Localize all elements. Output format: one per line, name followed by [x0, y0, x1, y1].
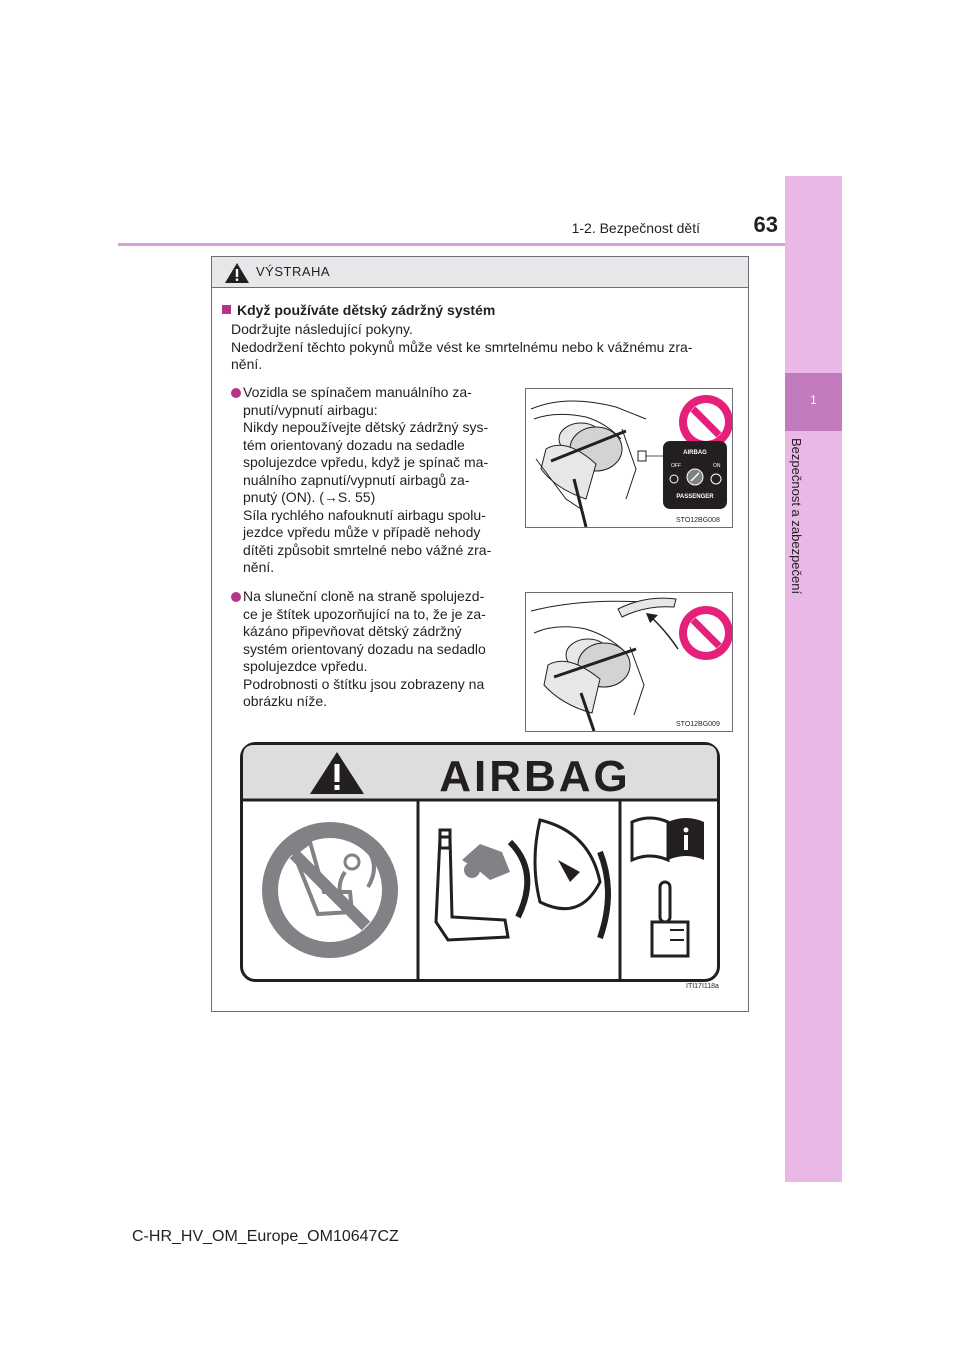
intro-line: Dodržujte následující pokyny.	[231, 321, 413, 337]
label-title: AIRBAG	[439, 752, 631, 801]
airbag-warning-label	[240, 742, 720, 982]
figure-code: STO12BG009	[676, 721, 720, 728]
bullet-sun-visor-label	[243, 588, 503, 711]
warning-subheading	[222, 302, 495, 318]
bullet-line: Na sluneční cloně na straně spolujezd-	[243, 588, 485, 604]
switch-off-label: OFF	[671, 463, 681, 469]
bullet-line: ce je štítek upozorňující na to, že je za-	[243, 605, 486, 622]
bullet-line: pnutí/vypnutí airbagu:	[243, 401, 378, 418]
bullet-line: spolujezdce vpředu.	[243, 658, 368, 674]
intro-line: nění.	[231, 356, 263, 372]
bullet-line: tém orientovaný dozadu na sedadle	[243, 436, 465, 453]
bullet-line: spolujezdce vpředu, když je spínač ma-	[243, 454, 489, 470]
bullet-line: obrázku níže.	[243, 693, 328, 709]
warning-triangle-icon	[224, 262, 250, 284]
switch-passenger-label: PASSENGER	[676, 494, 714, 500]
warning-intro	[231, 321, 741, 374]
label-figure-code: ITI17I118a	[686, 983, 719, 990]
bullet-line: Vozidla se spínačem manuálního za-	[243, 384, 472, 400]
warning-title: VÝSTRAHA	[256, 264, 331, 279]
square-bullet-icon	[222, 305, 231, 314]
switch-panel-title: AIRBAG	[683, 450, 707, 456]
chapter-number-tab	[785, 373, 842, 431]
section-title: 1-2. Bezpečnost dětí	[571, 220, 700, 236]
bullet-line: jezdce vpředu může v případě nehody	[243, 524, 481, 540]
sun-visor-illustration	[526, 593, 732, 731]
bullet-line: Podrobnosti o štítku jsou zobrazeny na	[243, 675, 485, 692]
switch-on-label: ON	[713, 463, 721, 469]
bullet-switch-warning	[243, 384, 503, 577]
bullet-line: pnutý (ON). (→S. 55)	[243, 489, 376, 505]
no-rear-facing-seat-icon	[262, 822, 398, 958]
round-bullet-icon	[231, 388, 241, 398]
chapter-title: Bezpečnost a zabezpečení	[789, 438, 804, 595]
bullet-line: Síla rychlého nafouknutí airbagu spolu-	[243, 506, 486, 523]
document-id: C-HR_HV_OM_Europe_OM10647CZ	[132, 1228, 399, 1245]
bullet-line: nuálního zapnutí/vypnutí airbagů za-	[243, 471, 470, 488]
figure-sun-visor	[525, 592, 733, 732]
chapter-number: 1	[810, 393, 817, 407]
bullet-line: kázáno připevňovat dětský zádržný	[243, 623, 462, 639]
chapter-title-vertical	[788, 438, 808, 638]
subheading-text: Když používáte dětský zádržný systém	[237, 302, 496, 318]
car-interior-illustration	[526, 389, 732, 527]
chapter-side-tab	[785, 176, 842, 1182]
intro-line: Nedodržení těchto pokynů může vést ke smrtelnému nebo k vážnému zra-	[231, 338, 693, 355]
figure-code: STO12BG008	[676, 517, 720, 524]
bullet-line: dítěti způsobit smrtelné nebo vážné zra-	[243, 541, 492, 558]
page-number: 63	[753, 212, 778, 237]
header-divider	[118, 243, 842, 246]
round-bullet-icon	[231, 592, 241, 602]
bullet-line: nění.	[243, 559, 275, 575]
figure-rear-facing-seat-switch	[525, 388, 733, 528]
bullet-line: Nikdy nepoužívejte dětský zádržný sys-	[243, 419, 489, 435]
bullet-line: systém orientovaný dozadu na sedadlo	[243, 640, 486, 657]
